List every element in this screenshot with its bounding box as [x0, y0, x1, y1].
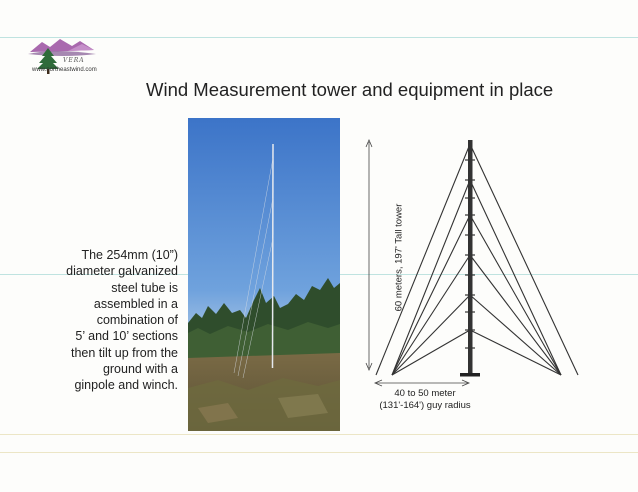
- description-line: The 254mm (10”): [81, 248, 178, 262]
- height-label: 60 meters, 197' Tall tower: [393, 203, 405, 312]
- description-line: assembled in a: [93, 296, 178, 311]
- tower-mast-diagram: [460, 140, 480, 377]
- page-title: Wind Measurement tower and equipment in place: [146, 79, 554, 100]
- logo-url: www.northeastwind.com: [32, 67, 97, 73]
- tower-diagram: [356, 130, 596, 420]
- description-line: ginpole and winch.: [74, 378, 178, 393]
- description-line: then tilt up from the: [70, 345, 178, 360]
- description-line: 5’ and 10’ sections: [75, 329, 178, 344]
- bottom-rule-2: [0, 452, 638, 453]
- description-line: combination of: [96, 313, 178, 328]
- radius-line-1: 40 to 50 meter: [394, 388, 456, 399]
- logo-name: VERA: [63, 57, 85, 64]
- bottom-rule-1: [0, 434, 638, 435]
- guy-wires: [376, 144, 578, 375]
- radius-label: [370, 388, 480, 412]
- description-line: ground with a: [102, 362, 178, 377]
- radius-line-2: (131'-164') guy radius: [379, 400, 471, 411]
- description-line: diameter galvanized: [66, 264, 178, 279]
- description-line: steel tube is: [111, 280, 178, 295]
- description-text: [38, 247, 178, 394]
- tower-mast: [273, 144, 274, 368]
- tower-photo: [188, 118, 340, 431]
